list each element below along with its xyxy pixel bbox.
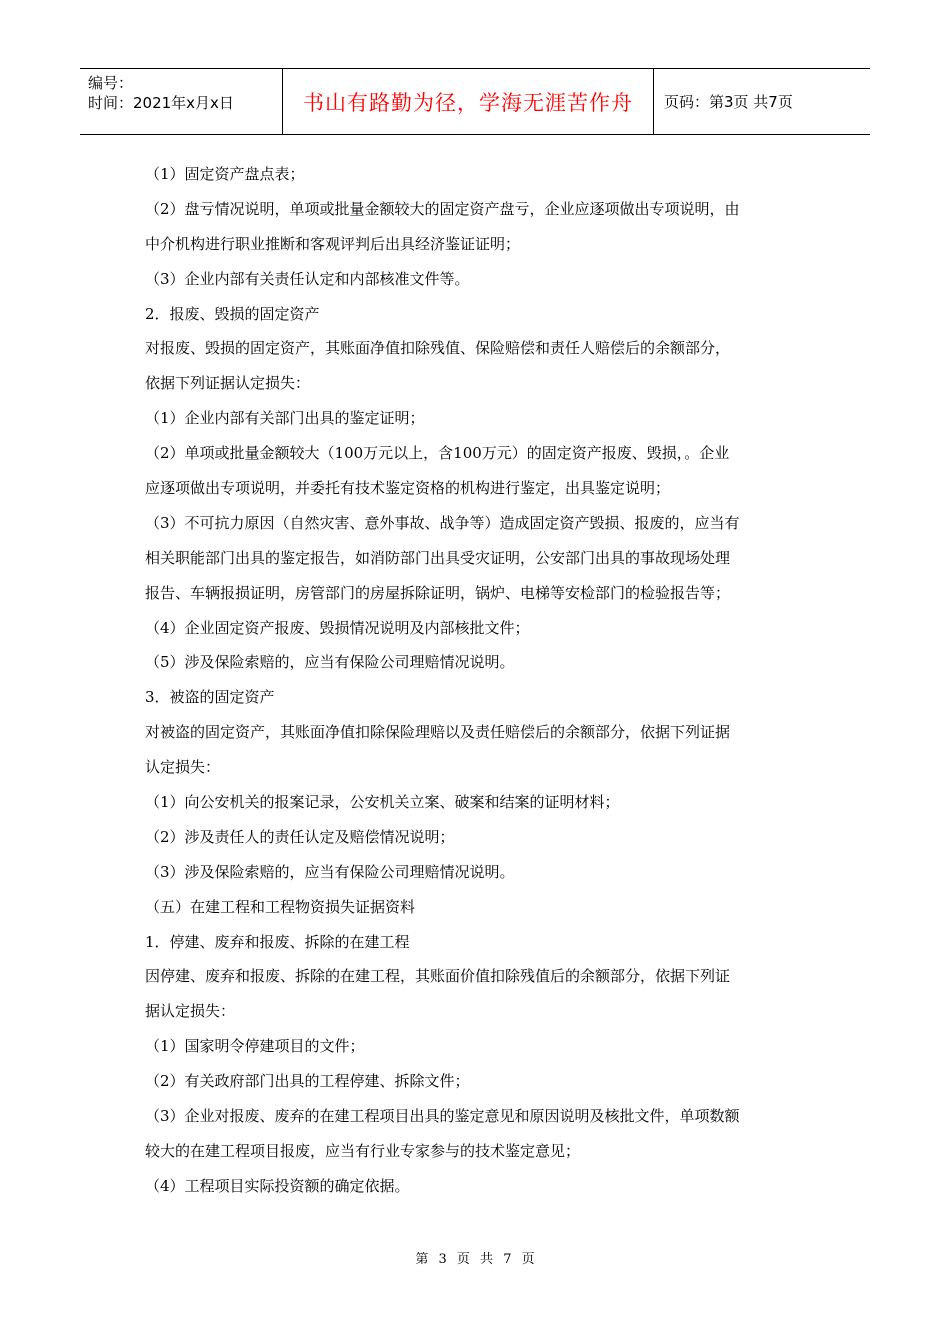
section-heading: 2．报废、毁损的固定资产 xyxy=(145,304,320,323)
body-line: （2）单项或批量金额较大（100万元以上，含100万元）的固定资产报废、毁损，。企业 xyxy=(145,444,730,463)
body-line: （3）企业内部有关责任认定和内部核准文件等。 xyxy=(145,269,470,288)
section-heading: 1．停建、废弃和报废、拆除的在建工程 xyxy=(145,932,410,951)
body-line: 较大的在建工程项目报废，应当有行业专家参与的技术鉴定意见； xyxy=(145,1141,581,1160)
document-body xyxy=(145,157,810,1204)
page-header xyxy=(80,68,870,135)
body-line: 据认定损失： xyxy=(145,1002,236,1021)
body-line: （2）盘亏情况说明，单项或批量金额较大的固定资产盘亏，企业应逐项做出专项说明，由 xyxy=(145,199,740,218)
body-line: （3）不可抗力原因（自然灾害、意外事故、战争等）造成固定资产毁损、报废的，应当有 xyxy=(145,513,740,532)
body-line: （1）国家明令停建项目的文件； xyxy=(145,1037,365,1056)
header-motto-cell xyxy=(282,69,654,134)
body-line: 对报废、毁损的固定资产，其账面净值扣除残值、保险赔偿和责任人赔偿后的余额部分， xyxy=(145,339,731,358)
header-motto: 书山有路勤为径，学海无涯苦作舟 xyxy=(303,90,633,115)
body-line: 依据下列证据认定损失： xyxy=(145,374,311,393)
body-line: （1）固定资产盘点表； xyxy=(145,165,305,183)
body-line: （3）涉及保险索赔的，应当有保险公司理赔情况说明。 xyxy=(145,862,515,881)
header-meta xyxy=(80,69,282,134)
body-line: 认定损失： xyxy=(145,758,221,777)
body-line: （1）向公安机关的报案记录，公安机关立案、破案和结案的证明材料； xyxy=(145,793,620,812)
document-number-label: 编号： xyxy=(88,74,134,92)
body-line: 应逐项做出专项说明，并委托有技术鉴定资格的机构进行鉴定，出具鉴定说明； xyxy=(145,479,671,498)
body-line: 对被盗的固定资产，其账面净值扣除保险理赔以及责任赔偿后的余额部分，依据下列证据 xyxy=(145,723,731,742)
section-heading: 3．被盗的固定资产 xyxy=(145,688,275,707)
body-line: （4）企业固定资产报废、毁损情况说明及内部核批文件； xyxy=(145,618,530,637)
header-page-info xyxy=(654,69,870,134)
body-line: 因停建、废弃和报废、拆除的在建工程，其账面价值扣除残值后的余额部分，依据下列证 xyxy=(145,967,731,986)
body-line: （3）企业对报废、废弃的在建工程项目出具的鉴定意见和原因说明及核批文件，单项数额 xyxy=(145,1107,740,1126)
section-heading: （五）在建工程和工程物资损失证据资料 xyxy=(145,897,416,916)
body-line: （2）有关政府部门出具的工程停建、拆除文件； xyxy=(145,1072,470,1091)
document-date-label: 时间：2021年x月x日 xyxy=(88,94,234,112)
body-line: 中介机构进行职业推断和客观评判后出具经济鉴证证明； xyxy=(145,234,521,253)
header-page-number: 页码：第3页 共7页 xyxy=(664,93,793,111)
body-line: （2）涉及责任人的责任认定及赔偿情况说明； xyxy=(145,827,455,846)
body-line: （5）涉及保险索赔的，应当有保险公司理赔情况说明。 xyxy=(145,653,515,672)
body-line: 相关职能部门出具的鉴定报告，如消防部门出具受灾证明，公安部门出具的事故现场处理 xyxy=(145,548,731,567)
page-footer: 第 3 页 共 7 页 xyxy=(415,1252,535,1267)
body-line: （4）工程项目实际投资额的确定依据。 xyxy=(145,1176,410,1195)
body-line: （1）企业内部有关部门出具的鉴定证明； xyxy=(145,409,425,428)
body-line: 报告、车辆报损证明，房管部门的房屋拆除证明，锅炉、电梯等安检部门的检验报告等； xyxy=(145,583,731,602)
